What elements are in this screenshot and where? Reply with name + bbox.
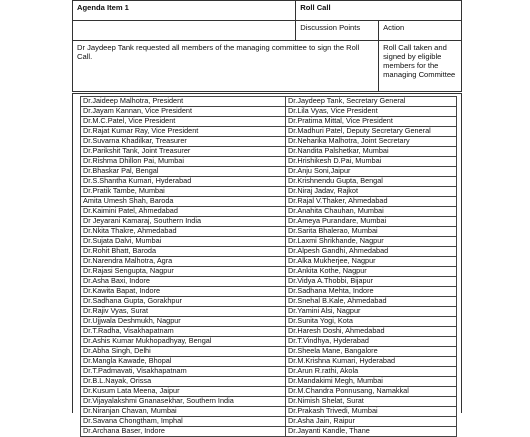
attendance-row [81, 427, 457, 437]
attendance-row [81, 327, 457, 337]
action-text: Roll Call taken and signed by eligible members for the managing Committee [379, 41, 462, 92]
attendance-row [81, 317, 457, 327]
attendance-row [81, 367, 457, 377]
attendance-row [81, 157, 457, 167]
attendance-row [81, 167, 457, 177]
member-name-right: Dr.Anahita Chauhan, Mumbai [286, 207, 457, 217]
attendance-row [81, 407, 457, 417]
attendance-row [81, 287, 457, 297]
attendance-row [81, 257, 457, 267]
member-name-right: Dr.Pratima Mittal, Vice President [286, 117, 457, 127]
member-name-left: Dr.Suvarna Khadilkar, Treasurer [81, 137, 286, 147]
member-name-right: Dr.Anju Soni,Jaipur [286, 167, 457, 177]
attendance-table [80, 96, 457, 437]
attendance-row [81, 207, 457, 217]
member-name-left: Dr.M.C.Patel, Vice President [81, 117, 286, 127]
member-name-right: Dr.Nandita Palshetkar, Mumbai [286, 147, 457, 157]
member-name-right: Dr.Rajal V.Thaker, Ahmedabad [286, 197, 457, 207]
column-header-row [73, 21, 462, 41]
member-name-left: Dr.Archana Baser, Indore [81, 427, 286, 437]
member-name-right: Dr.Nimish Shelat, Surat [286, 397, 457, 407]
member-name-left: Dr.Kaimini Patel, Ahmedabad [81, 207, 286, 217]
member-name-left: Dr.Rishma Dhillon Pai, Mumbai [81, 157, 286, 167]
empty-cell [73, 21, 296, 41]
agenda-item-label: Agenda Item 1 [73, 1, 296, 21]
member-name-right: Dr.Laxmi Shrikhande, Nagpur [286, 237, 457, 247]
agenda-table [72, 0, 462, 92]
member-name-left: Dr.Nkita Thakre, Ahmedabad [81, 227, 286, 237]
member-name-right: Dr.M.Chandra Ponnusang, Namakkal [286, 387, 457, 397]
member-name-left: Amita Umesh Shah, Baroda [81, 197, 286, 207]
member-name-right: Dr.Sarita Bhalerao, Mumbai [286, 227, 457, 237]
attendance-row [81, 177, 457, 187]
member-name-right: Dr.Alka Mukherjee, Nagpur [286, 257, 457, 267]
member-name-left: Dr.Parikshit Tank, Joint Treasurer [81, 147, 286, 157]
member-name-left: Dr.Kusum Lata Meena, Jaipur [81, 387, 286, 397]
member-name-right: Dr.Hrishikesh D.Pai, Mumbai [286, 157, 457, 167]
attendance-row [81, 97, 457, 107]
member-name-left: Dr.Sujata Dalvi, Mumbai [81, 237, 286, 247]
member-name-left: Dr.Jayam Kannan, Vice President [81, 107, 286, 117]
attendance-row [81, 267, 457, 277]
member-name-right: Dr.Asha Jain, Raipur [286, 417, 457, 427]
member-name-left: Dr.Vijayalakshmi Gnanasekhar, Southern India [81, 397, 286, 407]
member-name-left: Dr.Sadhana Gupta, Gorakhpur [81, 297, 286, 307]
member-name-right: Dr.Niraj Jadav, Rajkot [286, 187, 457, 197]
member-name-right: Dr.Ameya Purandare, Mumbai [286, 217, 457, 227]
member-name-right: Dr.Snehal B.Kale, Ahmedabad [286, 297, 457, 307]
member-name-left: Dr.Rajiv Vyas, Surat [81, 307, 286, 317]
member-name-left: Dr.Rohit Bhatt, Baroda [81, 247, 286, 257]
member-name-right: Dr.Sheela Mane, Bangalore [286, 347, 457, 357]
attendance-row [81, 297, 457, 307]
member-name-left: Dr.Savana Chongtham, Imphal [81, 417, 286, 427]
agenda-header-row [73, 1, 462, 21]
member-name-right: Dr.Prakash Trivedi, Mumbai [286, 407, 457, 417]
member-name-left: Dr.S.Shantha Kumari, Hyderabad [81, 177, 286, 187]
attendance-row [81, 117, 457, 127]
member-name-right: Dr.Yamini Alsi, Nagpur [286, 307, 457, 317]
member-name-right: Dr.Mandakimi Megh, Mumbai [286, 377, 457, 387]
member-name-right: Dr.T.Vindhya, Hyderabad [286, 337, 457, 347]
member-name-right: Dr.Krishnendu Gupta, Bengal [286, 177, 457, 187]
attendance-row [81, 377, 457, 387]
attendance-row [81, 307, 457, 317]
attendance-box [72, 93, 462, 436]
attendance-row [81, 417, 457, 427]
member-name-right: Dr.Haresh Doshi, Ahmedabad [286, 327, 457, 337]
member-name-left: Dr.Bhaskar Pal, Bengal [81, 167, 286, 177]
attendance-row [81, 337, 457, 347]
member-name-right: Dr.M.Krishna Kumari, Hyderabad [286, 357, 457, 367]
member-name-right: Dr.Neharika Malhotra, Joint Secretary [286, 137, 457, 147]
member-name-left: Dr.Kawita Bapat, Indore [81, 287, 286, 297]
member-name-left: Dr.Rajat Kumar Ray, Vice President [81, 127, 286, 137]
attendance-row [81, 357, 457, 367]
member-name-left: Dr.Niranjan Chavan, Mumbai [81, 407, 286, 417]
member-name-right: Dr.Sunita Yogi, Kota [286, 317, 457, 327]
attendance-row [81, 347, 457, 357]
member-name-left: Dr.T.Padmavati, Visakhapatnam [81, 367, 286, 377]
member-name-left: Dr.Abha Singh, Delhi [81, 347, 286, 357]
member-name-left: Dr.Jaideep Malhotra, President [81, 97, 286, 107]
attendance-row [81, 277, 457, 287]
member-name-right: Dr.Madhuri Patel, Deputy Secretary General [286, 127, 457, 137]
discussion-header: Discussion Points [296, 21, 379, 41]
attendance-row [81, 227, 457, 237]
member-name-left: Dr.Ashis Kumar Mukhopadhyay, Bengal [81, 337, 286, 347]
member-name-right: Dr.Arun R.rathi, Akola [286, 367, 457, 377]
member-name-left: Dr Jeyarani Kamaraj, Southern India [81, 217, 286, 227]
discussion-row [73, 41, 462, 92]
attendance-row [81, 247, 457, 257]
member-name-left: Dr.Ujjwala Deshmukh, Nagpur [81, 317, 286, 327]
roll-call-label: Roll Call [296, 1, 462, 21]
attendance-row [81, 197, 457, 207]
attendance-row [81, 237, 457, 247]
attendance-row [81, 387, 457, 397]
member-name-left: Dr.Mangla Kawade, Bhopal [81, 357, 286, 367]
attendance-row [81, 217, 457, 227]
member-name-left: Dr.Pratik Tambe, Mumbai [81, 187, 286, 197]
member-name-right: Dr.Jaydeep Tank, Secretary General [286, 97, 457, 107]
attendance-row [81, 107, 457, 117]
action-header: Action [379, 21, 462, 41]
member-name-left: Dr.T.Radha, Visakhapatnam [81, 327, 286, 337]
member-name-right: Dr.Ankita Kothe, Nagpur [286, 267, 457, 277]
member-name-left: Dr.Narendra Malhotra, Agra [81, 257, 286, 267]
attendance-row [81, 397, 457, 407]
attendance-body [81, 97, 457, 437]
member-name-right: Dr.Lila Vyas, Vice President [286, 107, 457, 117]
member-name-right: Dr.Jayanti Kandle, Thane [286, 427, 457, 437]
member-name-right: Dr.Alpesh Gandhi, Ahmedabad [286, 247, 457, 257]
member-name-left: Dr.B.L.Nayak, Orissa [81, 377, 286, 387]
attendance-row [81, 147, 457, 157]
discussion-text: Dr Jaydeep Tank requested all members of the managing committee to sign the Roll Call. [73, 41, 379, 92]
attendance-row [81, 137, 457, 147]
member-name-right: Dr.Sadhana Mehta, Indore [286, 287, 457, 297]
member-name-left: Dr.Rajasi Sengupta, Nagpur [81, 267, 286, 277]
member-name-left: Dr.Asha Baxi, Indore [81, 277, 286, 287]
attendance-row [81, 187, 457, 197]
member-name-right: Dr.Vidya A.Thobbi, Bijapur [286, 277, 457, 287]
attendance-row [81, 127, 457, 137]
